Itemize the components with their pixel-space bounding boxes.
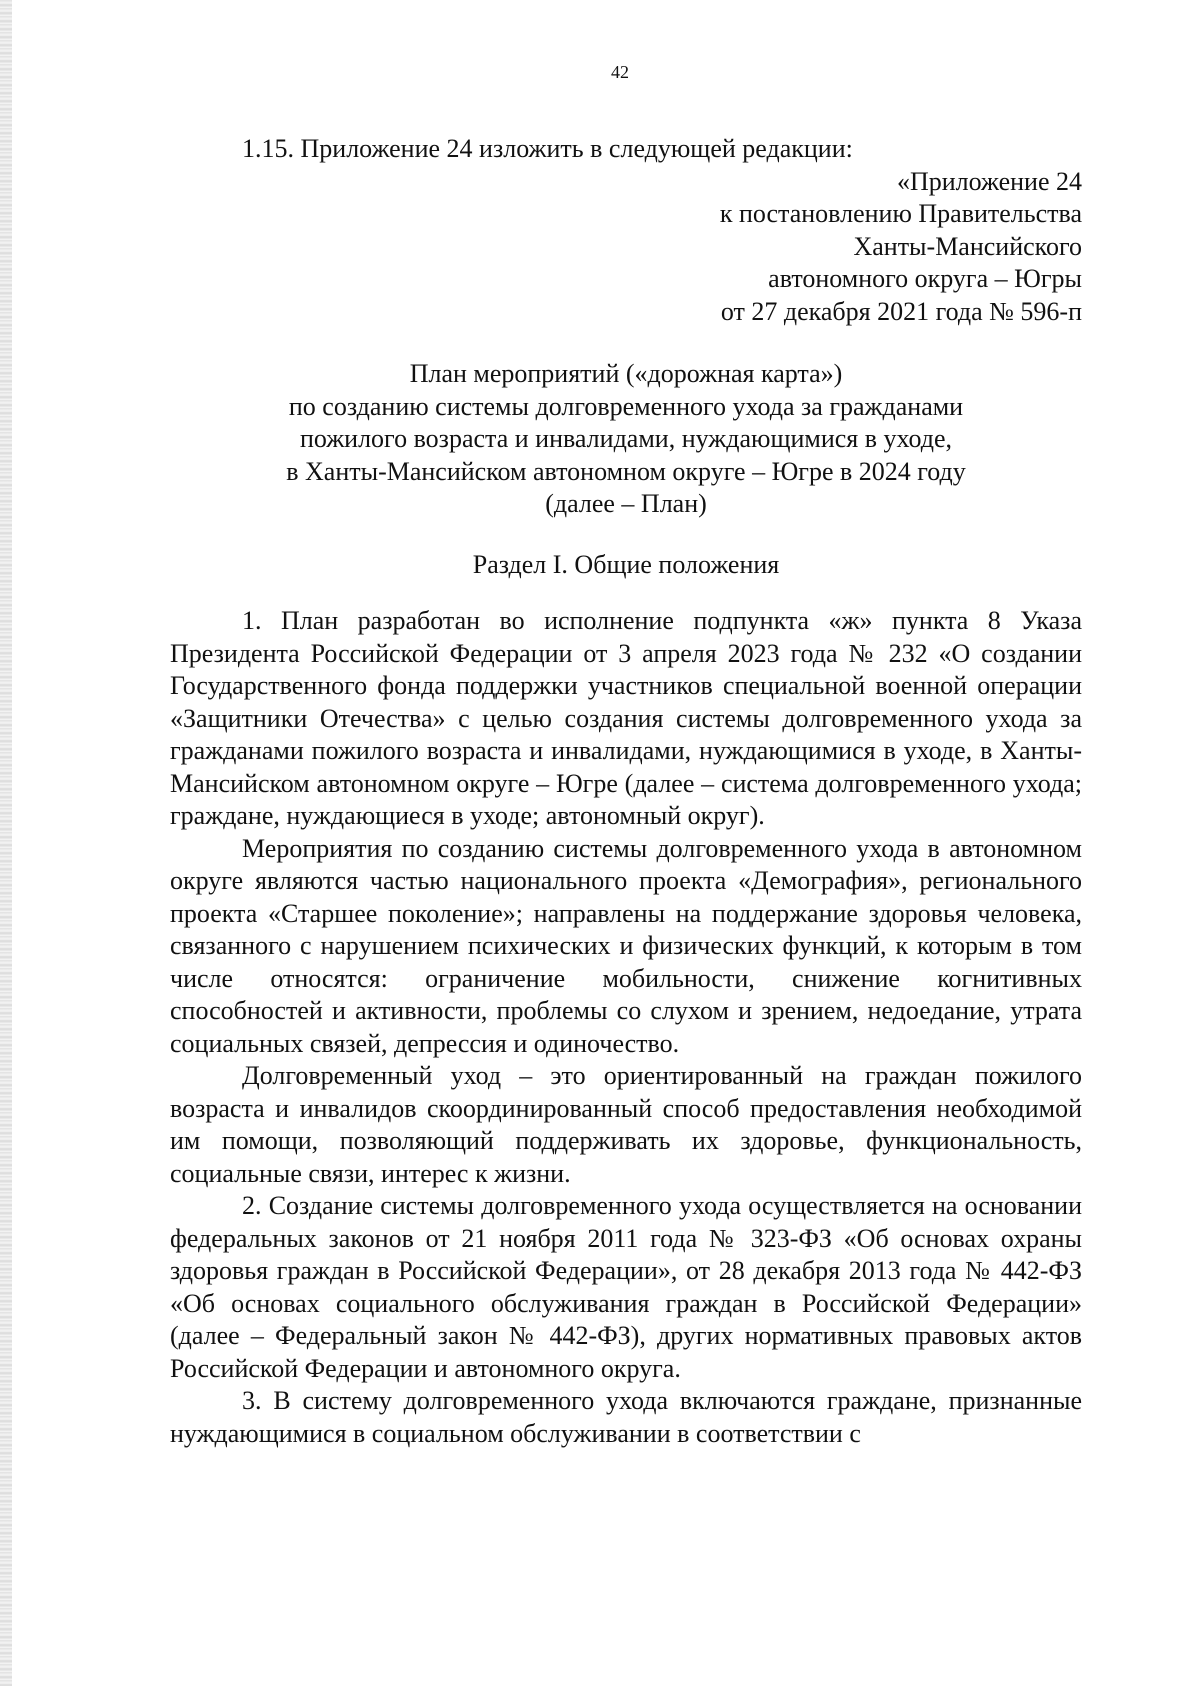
document-body: [170, 133, 1082, 1450]
appendix-line: Ханты-Мансийского: [853, 231, 1082, 261]
appendix-line: «Приложение 24: [896, 166, 1082, 196]
paragraph: 2. Создание системы долговременного ухода осуществляется на основании федеральных законов от 21 ноября 2011 года № 323-ФЗ «Об основах охраны здоровья граждан в Российской Федерации», от 28 декабря 2013 года № 442-ФЗ «Об основах социального обслуживания граждан в Российской Федерации» (далее – Федеральный закон № 442-ФЗ), других нормативных правовых актов Российской Федерации и автономного округа.: [170, 1191, 1082, 1383]
intro-line: 1.15. Приложение 24 изложить в следующей редакции:: [242, 134, 853, 163]
paragraph: Мероприятия по созданию системы долговременного ухода в автономном округе являются частью национального проекта «Демография», регионального проекта «Старшее поколение»; направлены на поддержание здоровья человека, связанного с нарушением психических и физических функций, к которым в том числе относятся: ограничение мобильности, снижение когнитивных способностей и активности, проблемы со слухом и зрением, недоедание, утрата социальных связей, депрессия и одиночество.: [170, 833, 1082, 1058]
scan-edge: [0, 0, 12, 1686]
appendix-line: от 27 декабря 2021 года № 596-п: [720, 296, 1082, 326]
appendix-line: к постановлению Правительства: [719, 199, 1082, 228]
appendix-line: автономного округа – Югры: [768, 264, 1082, 293]
title-line: по созданию системы долговременного ухода за гражданами: [288, 391, 964, 421]
paragraph: 1. План разработан во исполнение подпункта «ж» пункта 8 Указа Президента Российской Федерации от 3 апреля 2023 года № 232 «О создании Государственного фонда поддержки участников специальной военной операции «Защитники Отечества» с целью создания системы долговременного ухода за гражданами пожилого возраста и инвалидами, нуждающимися в уходе, в Ханты-Мансийском автономном округе – Югре (далее – система долговременного ухода; граждане, нуждающиеся в уходе; автономный округ).: [170, 606, 1082, 830]
title-line: (далее – План): [545, 489, 707, 518]
section-heading: Раздел I. Общие положения: [472, 549, 780, 579]
page-number: 42: [611, 62, 629, 82]
document-title: [170, 358, 1082, 521]
title-line: в Ханты-Мансийском автономном округе – Югре в 2024 году: [286, 456, 966, 486]
paragraph: 3. В систему долговременного ухода включаются граждане, признанные нуждающимися в социальном обслуживании в соответствии с: [170, 1386, 1082, 1448]
title-line: План мероприятий («дорожная карта»): [409, 359, 843, 388]
title-line: пожилого возраста и инвалидами, нуждающимися в уходе,: [299, 424, 953, 453]
appendix-block: [170, 166, 1082, 329]
paragraph: Долговременный уход – это ориентированный на граждан пожилого возраста и инвалидов скоординированный способ предоставления необходимой им помощи, позволяющий поддерживать их здоровье, функциональность, социальные связи, интерес к жизни.: [170, 1061, 1082, 1188]
